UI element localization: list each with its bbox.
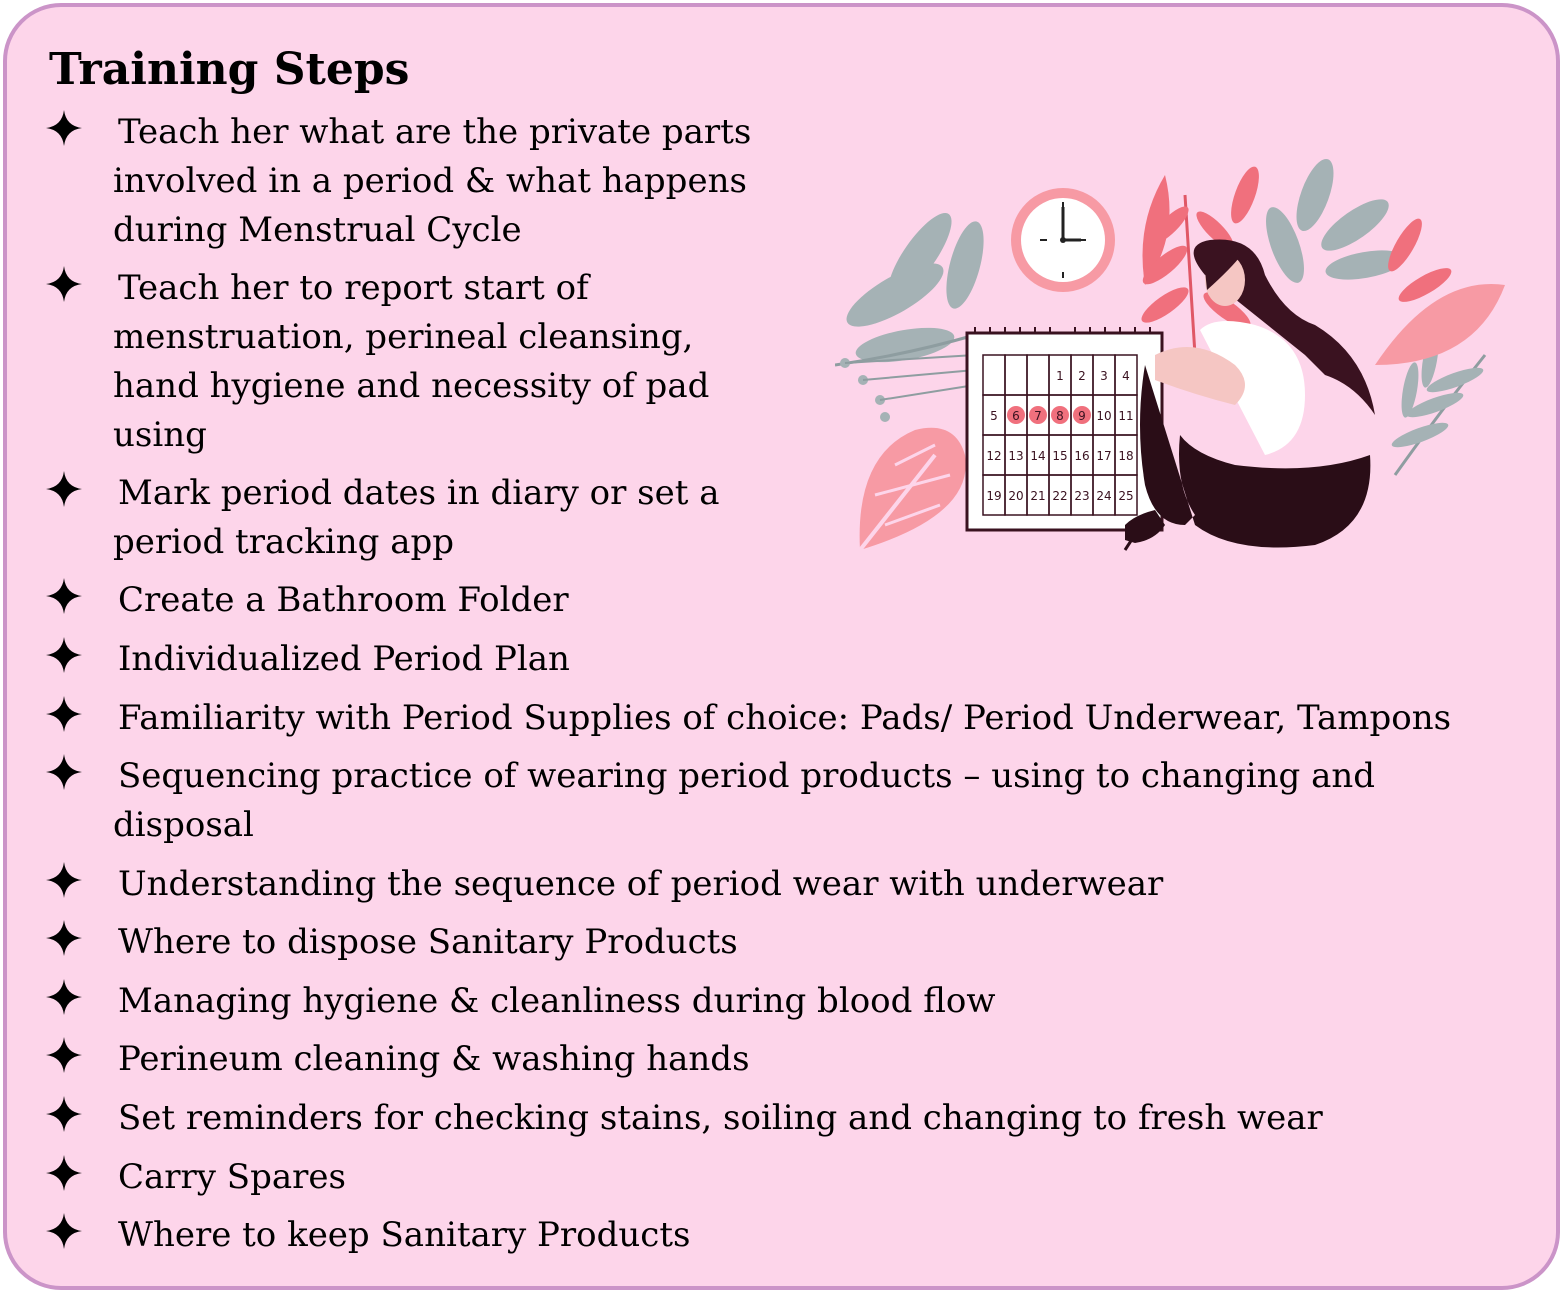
calendar-day: 9 [1078, 409, 1086, 423]
calendar-day: 15 [1052, 449, 1068, 463]
step-line: Mark period dates in diary or set a [118, 473, 720, 513]
step-line: menstruation, perineal cleansing, [113, 317, 694, 357]
calendar-day: 18 [1118, 449, 1134, 463]
step-line: during Menstrual Cycle [113, 210, 522, 250]
step-line: Where to dispose Sanitary Products [118, 922, 738, 962]
calendar-day: 16 [1074, 449, 1090, 463]
four-point-star-icon [44, 860, 84, 900]
four-point-star-icon [44, 1035, 84, 1075]
step-line: Set reminders for checking stains, soiling and changing to fresh wear [118, 1098, 1323, 1138]
step-line: period tracking app [113, 522, 455, 562]
pink-leaf-right [1375, 215, 1505, 365]
calendar-day: 3 [1100, 369, 1108, 383]
calendar-day: 12 [986, 449, 1002, 463]
step-line: Where to keep Sanitary Products [118, 1215, 691, 1255]
calendar-day: 2 [1078, 369, 1086, 383]
step-text [113, 1094, 1323, 1143]
step-line: using [113, 415, 207, 455]
period-illustration [835, 155, 1515, 565]
step-line: disposal [113, 805, 254, 845]
four-point-star-icon [44, 576, 84, 616]
clock-icon [1011, 188, 1115, 292]
four-point-star-icon [44, 918, 84, 958]
step-text [113, 1035, 750, 1084]
step-line: Carry Spares [118, 1157, 346, 1197]
calendar-day: 11 [1118, 409, 1134, 423]
four-point-star-icon [44, 1153, 84, 1193]
calendar-icon [967, 327, 1162, 530]
four-point-star-icon [44, 694, 84, 734]
calendar-day: 5 [990, 409, 998, 423]
step-line: hand hygiene and necessity of pad [113, 366, 710, 406]
step-text [113, 752, 1375, 850]
calendar-day: 8 [1056, 409, 1064, 423]
calendar-day: 25 [1118, 489, 1134, 503]
step-line: Managing hygiene & cleanliness during blood flow [118, 981, 996, 1021]
four-point-star-icon [44, 108, 84, 148]
step-text [113, 977, 995, 1026]
step-text [113, 108, 751, 255]
step-text [113, 576, 569, 625]
calendar-day: 23 [1074, 489, 1090, 503]
step-line: Individualized Period Plan [118, 639, 570, 679]
calendar-day: 10 [1096, 409, 1112, 423]
calendar-day: 4 [1122, 369, 1130, 383]
step-text [113, 1153, 346, 1202]
calendar-day: 14 [1030, 449, 1046, 463]
calendar-day: 6 [1012, 409, 1020, 423]
step-text [113, 469, 719, 567]
calendar-day: 24 [1096, 489, 1112, 503]
step-line: Teach her to report start of [118, 268, 589, 308]
four-point-star-icon [44, 977, 84, 1017]
step-text [113, 860, 1163, 909]
step-line: Familiarity with Period Supplies of choice: Pads/ Period Underwear, Tampons [118, 698, 1452, 738]
step-line: Understanding the sequence of period wear with underwear [118, 864, 1164, 904]
calendar-day: 13 [1008, 449, 1024, 463]
calendar-day: 21 [1030, 489, 1046, 503]
four-point-star-icon [44, 1094, 84, 1134]
step-text [113, 1211, 690, 1260]
four-point-star-icon [44, 1211, 84, 1251]
step-line: Teach her what are the private parts [118, 112, 752, 152]
step-text [113, 694, 1451, 743]
four-point-star-icon [44, 469, 84, 509]
calendar-day: 7 [1034, 409, 1042, 423]
page-title: Training Steps [49, 44, 410, 95]
calendar-day: 19 [986, 489, 1002, 503]
calendar-day: 1 [1056, 369, 1064, 383]
step-line: Sequencing practice of wearing period products – using to changing and [118, 756, 1376, 796]
calendar-day: 20 [1008, 489, 1024, 503]
step-line: Perineum cleaning & washing hands [118, 1039, 750, 1079]
calendar-day: 17 [1096, 449, 1112, 463]
step-text [113, 264, 709, 460]
step-text [113, 918, 738, 967]
calendar-day: 22 [1052, 489, 1068, 503]
step-line: Create a Bathroom Folder [118, 580, 569, 620]
step-text [113, 635, 570, 684]
step-line: involved in a period & what happens [113, 161, 747, 201]
four-point-star-icon [44, 264, 84, 304]
pink-leaf-left [860, 428, 966, 550]
four-point-star-icon [44, 635, 84, 675]
four-point-star-icon [44, 752, 84, 792]
